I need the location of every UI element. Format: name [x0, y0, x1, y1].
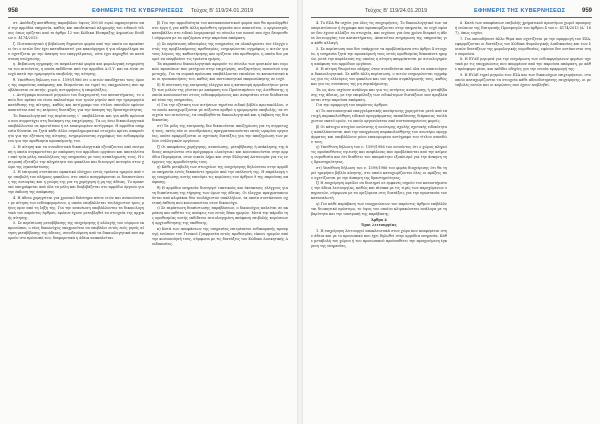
- paragraph: 5. Σε περίπτωση μεταβίβασης της επιχείρησης ή αλλαγής του νόμιμου εκπροσώπου, ο νέος δικαιούχος υποχρεούται να υποβάλει εντός ενός μηνός αίτηση μεταβίβασης της άδειας, συνοδευόμενη από τα δικαιολογητικά που αφορούν στο πρόσωπό του, διαφορετικά η άδεια ανακαλείται.: [8, 221, 144, 241]
- paragraph: κ) Κατά των αποφάσεων της υπηρεσίας επιτρέπεται ενδικοφανής προσφυγή ενώπιον του Γενικού Γραμματέα εντός προθεσμίας είκοσι ημερών από την κοινοποίησή τους, σύμφωνα με τις διατάξεις του Κώδικα Διοικητικής Διαδικασίας.: [152, 226, 288, 246]
- paragraph: 6. Κατά των αποφάσεων επιβολής χρηματικού προστίμου χωρεί προσφυγή ενώπιον της Επιτροπής Προσφυγών του άρθρου 4 του ν. 4174/2013 (Α΄ 167), όπως ισχύει.: [455, 21, 591, 35]
- paragraph: στ) Τα μέλη της επιτροπής δεν δικαιούνται αποζημίωση για τη συμμετοχή τους, εκτός εάν οι συνεδριάσεις πραγματοποιούνται εκτός ωραρίου εργασίας, οπότε εφαρμόζονται οι σχετικές διατάξεις για την αποζημίωση των μελών συλλογικών οργάνων.: [152, 123, 288, 143]
- paragraph: στ) Υπεύθυνη δήλωση του ν. 1599/1986 του φορέα διαχείρισης ότι θα τηρεί ημερήσιο βιβλίο κίνησης, στο οποίο καταχωρίζονται όλες οι πράξεις που σχετίζονται με την άσκηση της δραστηριότητας.: [311, 165, 447, 180]
- left-column-1: [8, 21, 144, 417]
- paragraph: 4. Το ΕΣΑ θα ισχύει για όλες τις επιχειρήσεις. Το δικαιολογητικό των υποπεριπτώσεων ή έγγραφα που προσκομίζονται στην υπηρεσία, σε ισχύ εφόσον δεν έχουν αλλάξει τα στοιχεία, και ισχύουν για όσο χρόνο διαρκεί η άδεια λειτουργίας του καταστήματος. Απαιτείται ενημέρωση της υπηρεσίας για κάθε αλλαγή.: [311, 21, 447, 45]
- right-header-issue: Τεύχος Β’ 119/24.01.2019: [365, 8, 428, 14]
- paragraph: 8. Η ΕΥΔΕ μεριμνά για την ενημέρωση των ενδιαφερόμενων φορέων σχετικά με τις υποχρεώσεις που απορρέουν από την παρούσα απόφαση, με κάθε πρόσφορο μέσο, και εκδίδει οδηγίες για την ενιαία εφαρμογή της.: [455, 57, 591, 72]
- right-header-title: ΕΦΗΜΕΡΙΣ ΤΗΣ ΚΥΒΕΡΝΗΣΕΩΣ: [474, 8, 566, 14]
- paragraph: Άρθρο 4: [371, 217, 387, 222]
- right-column-2: [455, 21, 591, 417]
- paragraph: γ) Υπεύθυνη δήλωση του ν. 1599/1986 του αιτούντος ότι ο χώρος πληροί τις προϋποθέσεις υγιεινής και ασφάλειας που προβλέπονται από την κείμενη νομοθεσία και ότι διαθέτει τον απαραίτητο εξοπλισμό για την άσκηση της δραστηριότητας.: [311, 145, 447, 165]
- left-page-number: 958: [8, 8, 19, 14]
- right-running-header: [311, 6, 592, 16]
- paragraph: ζ) Οι αποφάσεις χορήγησης, ανανέωσης, μεταβίβασης ή ανάκλησης της άδειας αναρτώνται στο πρόγραμμα «Διαύγεια» και κοινοποιούνται στην αρμόδια Περιφέρεια, στον οικείο Δήμο και στην Ελληνική Αστυνομία για τις ενέργειες της αρμοδιότητάς τους.: [152, 144, 288, 164]
- paragraph: 7. Για οποιοδήποτε άλλο θέμα που σχετίζεται με την εφαρμογή του ΕΣΑ, εφαρμόζονται οι διατάξεις του Κώδικα Φορολογικής Διαδικασίας και των λοιπών διατάξεων της φορολογικής νομοθεσίας, εφόσον δεν αντίκεινται στην παρούσα.: [455, 36, 591, 56]
- right-header-rule: [311, 17, 592, 18]
- left-column-2: [152, 21, 288, 417]
- paragraph: 9. Η ΕΥΔΕ τηρεί μητρώο των ΕΣΑ και των δικαιούχων επιχειρήσεων, στο οποίο καταχωρίζονται τα στοιχεία κάθε αδειοδοτημένης επιχείρησης, οι μεταβολές αυτών και οι κυρώσεις που έχουν επιβληθεί.: [455, 72, 591, 87]
- paragraph: η. Βεβαίωση εγγραφής σε ασφαλιστικό φορέα και φορολογική ενημερότητα του αιτούντος, η οποία εκδίδεται από την αρμόδια Δ.Ο.Υ. και να είναι σε ισχύ κατά την ημερομηνία υποβολής της αίτησης.: [8, 62, 144, 77]
- paragraph: 6. Η αίτηση θεωρείται πλήρης όταν συνοδεύεται από όλα τα απαιτούμενα δικαιολογητικά. Σε κάθε άλλη περίπτωση, ο αιτών ενημερώνεται εγγράφως για τις ελλείψεις του φακέλου και τον τρόπο συμπλήρωσής τους, καθώς και για τις συνέπειες της μη συμπλήρωσης.: [311, 67, 447, 87]
- paragraph: ε) Για την εξέταση των αιτήσεων τηρείται ειδικό βιβλίο πρωτοκόλλου, στο οποίο καταχωρίζονται με αύξοντα αριθμό η ημερομηνία υποβολής, τα στοιχεία του αιτούντος, τα υποβληθέντα δικαιολογητικά και η έκβαση της διαδικασίας.: [152, 103, 288, 123]
- paragraph: 5. Σε περίπτωση που δεν υπάρχουν τα προβλεπόμενα στο άρθρο 4 στοιχεία, η υπηρεσία ζητά την προσκόμισή τους εντός προθεσμίας δεκαπέντε ημερών, μετά την παρέλευση της οποίας η αίτηση απορρίπτεται με αιτιολογημένη απόφαση του αρμόδιου οργάνου.: [311, 46, 447, 66]
- paragraph: ι. Αντίγραφο ποινικού μητρώου του διαχειριστή του καταστήματος, το οποίο δεν πρέπει να είναι παλαιότερο των τριών μηνών από την ημερομηνία κατάθεσης της αίτησης, καθώς και αντίγραφο του τίτλου σπουδών εφόσον απαιτείται από τις κείμενες διατάξεις για την άσκηση της δραστηριότητας.: [8, 93, 144, 113]
- left-page: [0, 0, 297, 424]
- paragraph: Τα παραπάνω δικαιολογητικά αφορούν το σύνολο των φυσικών και νομικών προσώπων που μετέχουν στην επιχείρηση, ανεξαρτήτως ποσοστού συμμετοχής. Για τα νομικά πρόσωπα υποβάλλονται επιπλέον το καταστατικό και οι τροποποιήσεις του, καθώς και πιστοποιητικό εκπροσώπησης σε ισχύ.: [152, 62, 288, 82]
- paragraph: η) Κάθε μεταβολή των στοιχείων της επιχείρησης δηλώνεται στην αρμόδια υπηρεσία εντός δεκαπέντε ημερών από την επέλευσή της. Η παράλειψη της υποχρέωσης αυτής επισύρει τις κυρώσεις του άρθρου 9 της παρούσας απόφασης.: [152, 165, 288, 185]
- paragraph: 2. Η αίτηση και τα συνοδευτικά δικαιολογητικά εξετάζονται από επιτροπή η οποία συγκροτείται με απόφαση του αρμόδιου οργάνου και αποτελείται από τρία μέλη, υπαλλήλους της υπηρεσίας με τους αναπληρωτές τους. Η επιτροπή εξετάζει την πληρότητα του φακέλου και διενεργεί αυτοψία στον χώρο της εγκατάστασης.: [8, 144, 144, 169]
- paragraph: θ. Υπεύθυνη δήλωση του ν. 1599/1986 ότι ο αιτών αποδέχεται τους όρους της παρούσας απόφασης και δεσμεύεται να τηρεί τις υποχρεώσεις που προβλέπονται σε αυτήν, χωρίς αντιρρήσεις ή επιφυλάξεις.: [8, 77, 144, 92]
- paragraph: β) Οι κάτοχοι πτυχίου ανώτατης ή ανώτερης σχολής σχετικής ειδικότητας απαλλάσσονται από την υποχρέωση παρακολούθησης του ανωτέρω προγράμματος και υποβάλλουν μόνο επικυρωμένο αντίγραφο του τίτλου σπουδών τους.: [311, 124, 447, 144]
- paragraph: β) Για την αρμοδιότητα του κατασκευαστικού φορέα που θα προσληφθεί στο έργο ή για κάθε άλλη πρόσθετη εργασία που απαιτείται, ο οργανισμός καταβάλλει στο ειδικό λογαριασμό το σύνολο του ποσού που έχει δεσμευθεί σύμφωνα με τα οριζόμενα στην παρούσα απόφαση.: [152, 21, 288, 40]
- left-header-title: ΕΦΗΜΕΡΙΣ ΤΗΣ ΚΥΒΕΡΝΗΣΕΩΣ: [92, 8, 184, 14]
- paragraph: ζ. Πιστοποιητικό ή βεβαίωση δημοσίου φορέα από την οποία να προκύπτει ότι ο αιτών δεν έχει καταδικαστεί για κακούργημα ή για πλημμέλημα που σχετίζεται με την άσκηση του επαγγέλματος, ούτε έχει κηρυχθεί σε κατάσταση πτώχευσης.: [8, 41, 144, 61]
- paragraph: 4. Η άδεια χορηγείται για χρονικό διάστημα πέντε ετών και ανανεώνεται με αίτηση του ενδιαφερομένου, η οποία υποβάλλεται τουλάχιστον τρεις μήνες πριν από τη λήξη της. Για την ανανέωση υποβάλλονται τα δικαιολογητικά του παρόντος άρθρου, εφόσον έχουν μεταβληθεί τα στοιχεία της αρχικής αίτησης.: [8, 195, 144, 220]
- paragraph: δ) Η σύσταση της επιτροπής ελέγχου και η κατανομή αρμοδιοτήτων μεταξύ των μελών της γίνεται με απόφαση του Προϊσταμένου της Διεύθυνσης, η οποία κοινοποιείται στους ενδιαφερόμενους και αναρτάται στον διαδικτυακό τόπο της υπηρεσίας.: [152, 82, 288, 102]
- right-page: [303, 0, 600, 424]
- paragraph: ι) Σε περίπτωση διαπίστωσης παραβάσεων, ο δικαιούχος καλείται σε ακρόαση και εκθέτει τις απόψεις του εντός δέκα ημερών. Μετά την πάροδο της προθεσμίας αυτής εκδίδεται αιτιολογημένη απόφαση επιβολής κυρώσεων ή αρχειοθέτησης της υπόθεσης.: [152, 206, 288, 226]
- left-header-rule: [8, 17, 289, 18]
- paragraph: η) Για κάθε παράβαση των υποχρεώσεων του παρόντος άρθρου επιβάλλεται διοικητικό πρόστιμο, το ύψος του οποίου κλιμακώνεται ανάλογα με τη βαρύτητα και την υποτροπή της παράβασης.: [311, 201, 447, 216]
- right-column-1: [311, 21, 447, 417]
- left-header-issue: Τεύχος Β’ 119/24.01.2019: [191, 8, 254, 14]
- paragraph: α) Το πιστοποιητικό επαγγελματικής κατάρτισης χορηγείται μετά από επιτυχή παρακολούθηση ειδικού προγράμματος εκπαίδευσης διάρκειας τουλάχιστον εκατό ωρών, το οποίο οργανώνεται από πιστοποιημένους φορείς.: [311, 108, 447, 123]
- paragraph: ζ) Η επιχείρηση οφείλει να διατηρεί σε εμφανές σημείο του καταστήματος την άδεια λειτουργίας, καθώς και πίνακα με τις τιμές των παρεχόμενων υπηρεσιών, σύμφωνα με τα οριζόμενα στις διατάξεις για την προστασία του καταναλωτή.: [311, 181, 447, 201]
- paragraph: Για την εφαρμογή του παρόντος άρθρου:: [316, 103, 389, 108]
- paragraph: Όροι λειτουργίας: [361, 223, 397, 228]
- left-running-header: [8, 6, 289, 16]
- paragraph: 3. Η επιτροπή συντάσσει πρακτικό ελέγχου εντός τριάντα ημερών από την υποβολή του πλήρους φακέλου, στο οποίο αναγράφονται οι διαπιστώσεις της αυτοψίας και η γνώμη της για τη χορήγηση ή μη της άδειας. Το πρακτικό υπογράφεται από όλα τα μέλη και διαβιβάζεται στο αρμόδιο όργανο για την έκδοση της απόφασης.: [8, 170, 144, 195]
- paragraph: στ. Απόδειξη κατάθεσης παραβόλου ύψους 300,00 ευρώ σφραγισμένο από την αρμόδια υπηρεσία, καθώς και αποδεικτικό πληρωμής του ειδικού τέλους όπως ορίζεται από το άρθρο 12 του Κώδικα Είσπραξης Δημοσίων Εσόδων ν. 4174/2013.: [8, 21, 144, 40]
- paragraph: Τα ως άνω ισχύουν ανάλογα και για τις αιτήσεις ανανέωσης ή μεταβίβασης της άδειας, με την επιφύλαξη των ειδικότερων διατάξεων που προβλέπονται στην παρούσα απόφαση.: [311, 87, 447, 102]
- paragraph: Το δικαιολογητικό της περίπτωσης ι΄ υποβάλλεται και για κάθε πρόσωπο που συμμετέχει στη διοίκηση της επιχείρησης. Τα ως άνω δικαιολογητικά υποβάλλονται σε πρωτότυπο ή σε επικυρωμένο αντίγραφο. Η αρμόδια υπηρεσία δύναται να ζητά κάθε άλλο συμπληρωματικό στοιχείο κρίνει απαραίτητο για την εξέταση της αίτησης, ενημερώνοντας εγγράφως τον ενδιαφερόμενο για την προθεσμία προσκόμισής του.: [8, 113, 144, 143]
- right-page-number: 959: [581, 8, 592, 14]
- paragraph: γ) Σε περίπτωση αδυναμίας της υπηρεσίας να ολοκληρώσει τον έλεγχο εντός της προβλεπόμενης προθεσμίας, ενημερώνεται εγγράφως ο αιτών για τους λόγους της καθυστέρησης και ορίζεται νέα προθεσμία, η οποία δεν μπορεί να υπερβαίνει τις τριάντα ημέρες.: [152, 41, 288, 61]
- paragraph: θ) Η αρμόδια υπηρεσία διενεργεί τακτικούς και έκτακτους ελέγχους για τη διαπίστωση της τήρησης των όρων της άδειας. Οι έλεγχοι πραγματοποιούνται από κλιμάκια δύο τουλάχιστον υπαλλήλων, τα οποία συντάσσουν σχετική έκθεση που κοινοποιείται στον δικαιούχο.: [152, 185, 288, 205]
- paragraph: 1. Η επιχείρηση λειτουργεί αποκλειστικά στον χώρο που αναφέρεται στην άδεια και με το προσωπικό που έχει δηλωθεί στην αρμόδια υπηρεσία. Κάθε μεταβολή του χώρου ή του προσωπικού προϋποθέτει την προηγούμενη έγκριση της υπηρεσίας.: [311, 228, 447, 248]
